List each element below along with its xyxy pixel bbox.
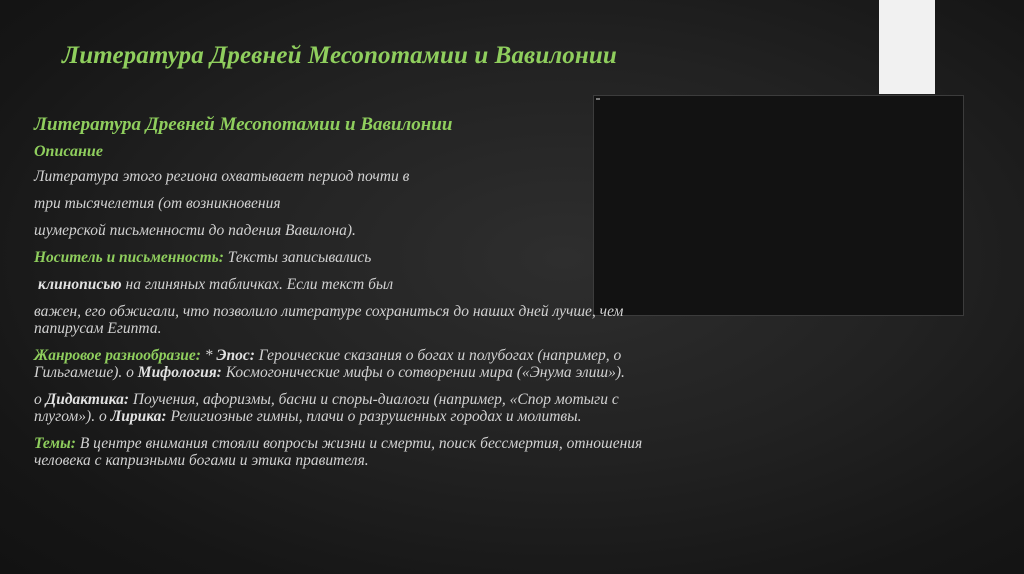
epos-text-1: Героические сказания о богах и полубогах (например, о [254,347,622,364]
myth-label: Мифология: [137,364,222,381]
slide-title: Литература Древней Месопотамии и Вавилонии [62,42,617,69]
didactic-line-1 [34,391,834,408]
didactic-label: Дидактика: [45,391,129,408]
themes-line-1 [34,435,834,452]
image-corner-mark [596,98,600,100]
didactic-text-2: плугом»). о [34,408,111,425]
carrier-line-4: папирусам Египта. [34,320,162,337]
carrier-text-1: Тексты записывались [223,249,372,266]
description-line-2: три тысячелетия (от возникновения [34,195,281,212]
carrier-line-1 [34,249,834,266]
themes-text-1: В центре внимания стояли вопросы жизни и смерти, поиск бессмертия, отношения [75,435,643,452]
corner-decoration-bar [879,0,935,94]
genres-label: Жанровое разнообразие: [34,347,201,364]
didactic-prefix: о [34,391,46,408]
genres-line-1 [34,347,834,364]
themes-label: Темы: [34,435,76,452]
genres-separator: * [200,347,217,364]
genres-line-2 [34,364,834,381]
didactic-line-2 [34,408,834,425]
lyric-label: Лирика: [110,408,167,425]
description-line-3: шумерской письменности до падения Вавилона). [34,222,356,239]
carrier-label: Носитель и письменность: [34,249,224,266]
epos-text-2: Гильгамеше). о [34,364,138,381]
carrier-text-2: на глиняных табличках. Если текст был [121,276,394,293]
carrier-line-2 [34,276,834,293]
cuneiform-term: клинописью [38,276,122,293]
lyric-text: Религиозные гимны, плачи о разрушенных городах и молитвы. [166,408,582,425]
slide-content [34,113,834,469]
description-line-1: Литература этого региона охватывает период почти в [34,168,410,185]
content-heading: Литература Древней Месопотамии и Вавилонии [34,114,453,135]
didactic-text-1: Поучения, афоризмы, басни и споры-диалоги (например, «Спор мотыги с [128,391,619,408]
myth-text: Космогонические мифы о сотворении мира («Энума элиш»). [221,364,625,381]
description-heading: Описание [34,143,103,160]
themes-line-2: человека с капризными богами и этика правителя. [34,452,369,469]
carrier-line-3: важен, его обжигали, что позволило литературе сохраниться до наших дней лучше, чем [34,303,624,320]
epos-label: Эпос: [216,347,255,364]
